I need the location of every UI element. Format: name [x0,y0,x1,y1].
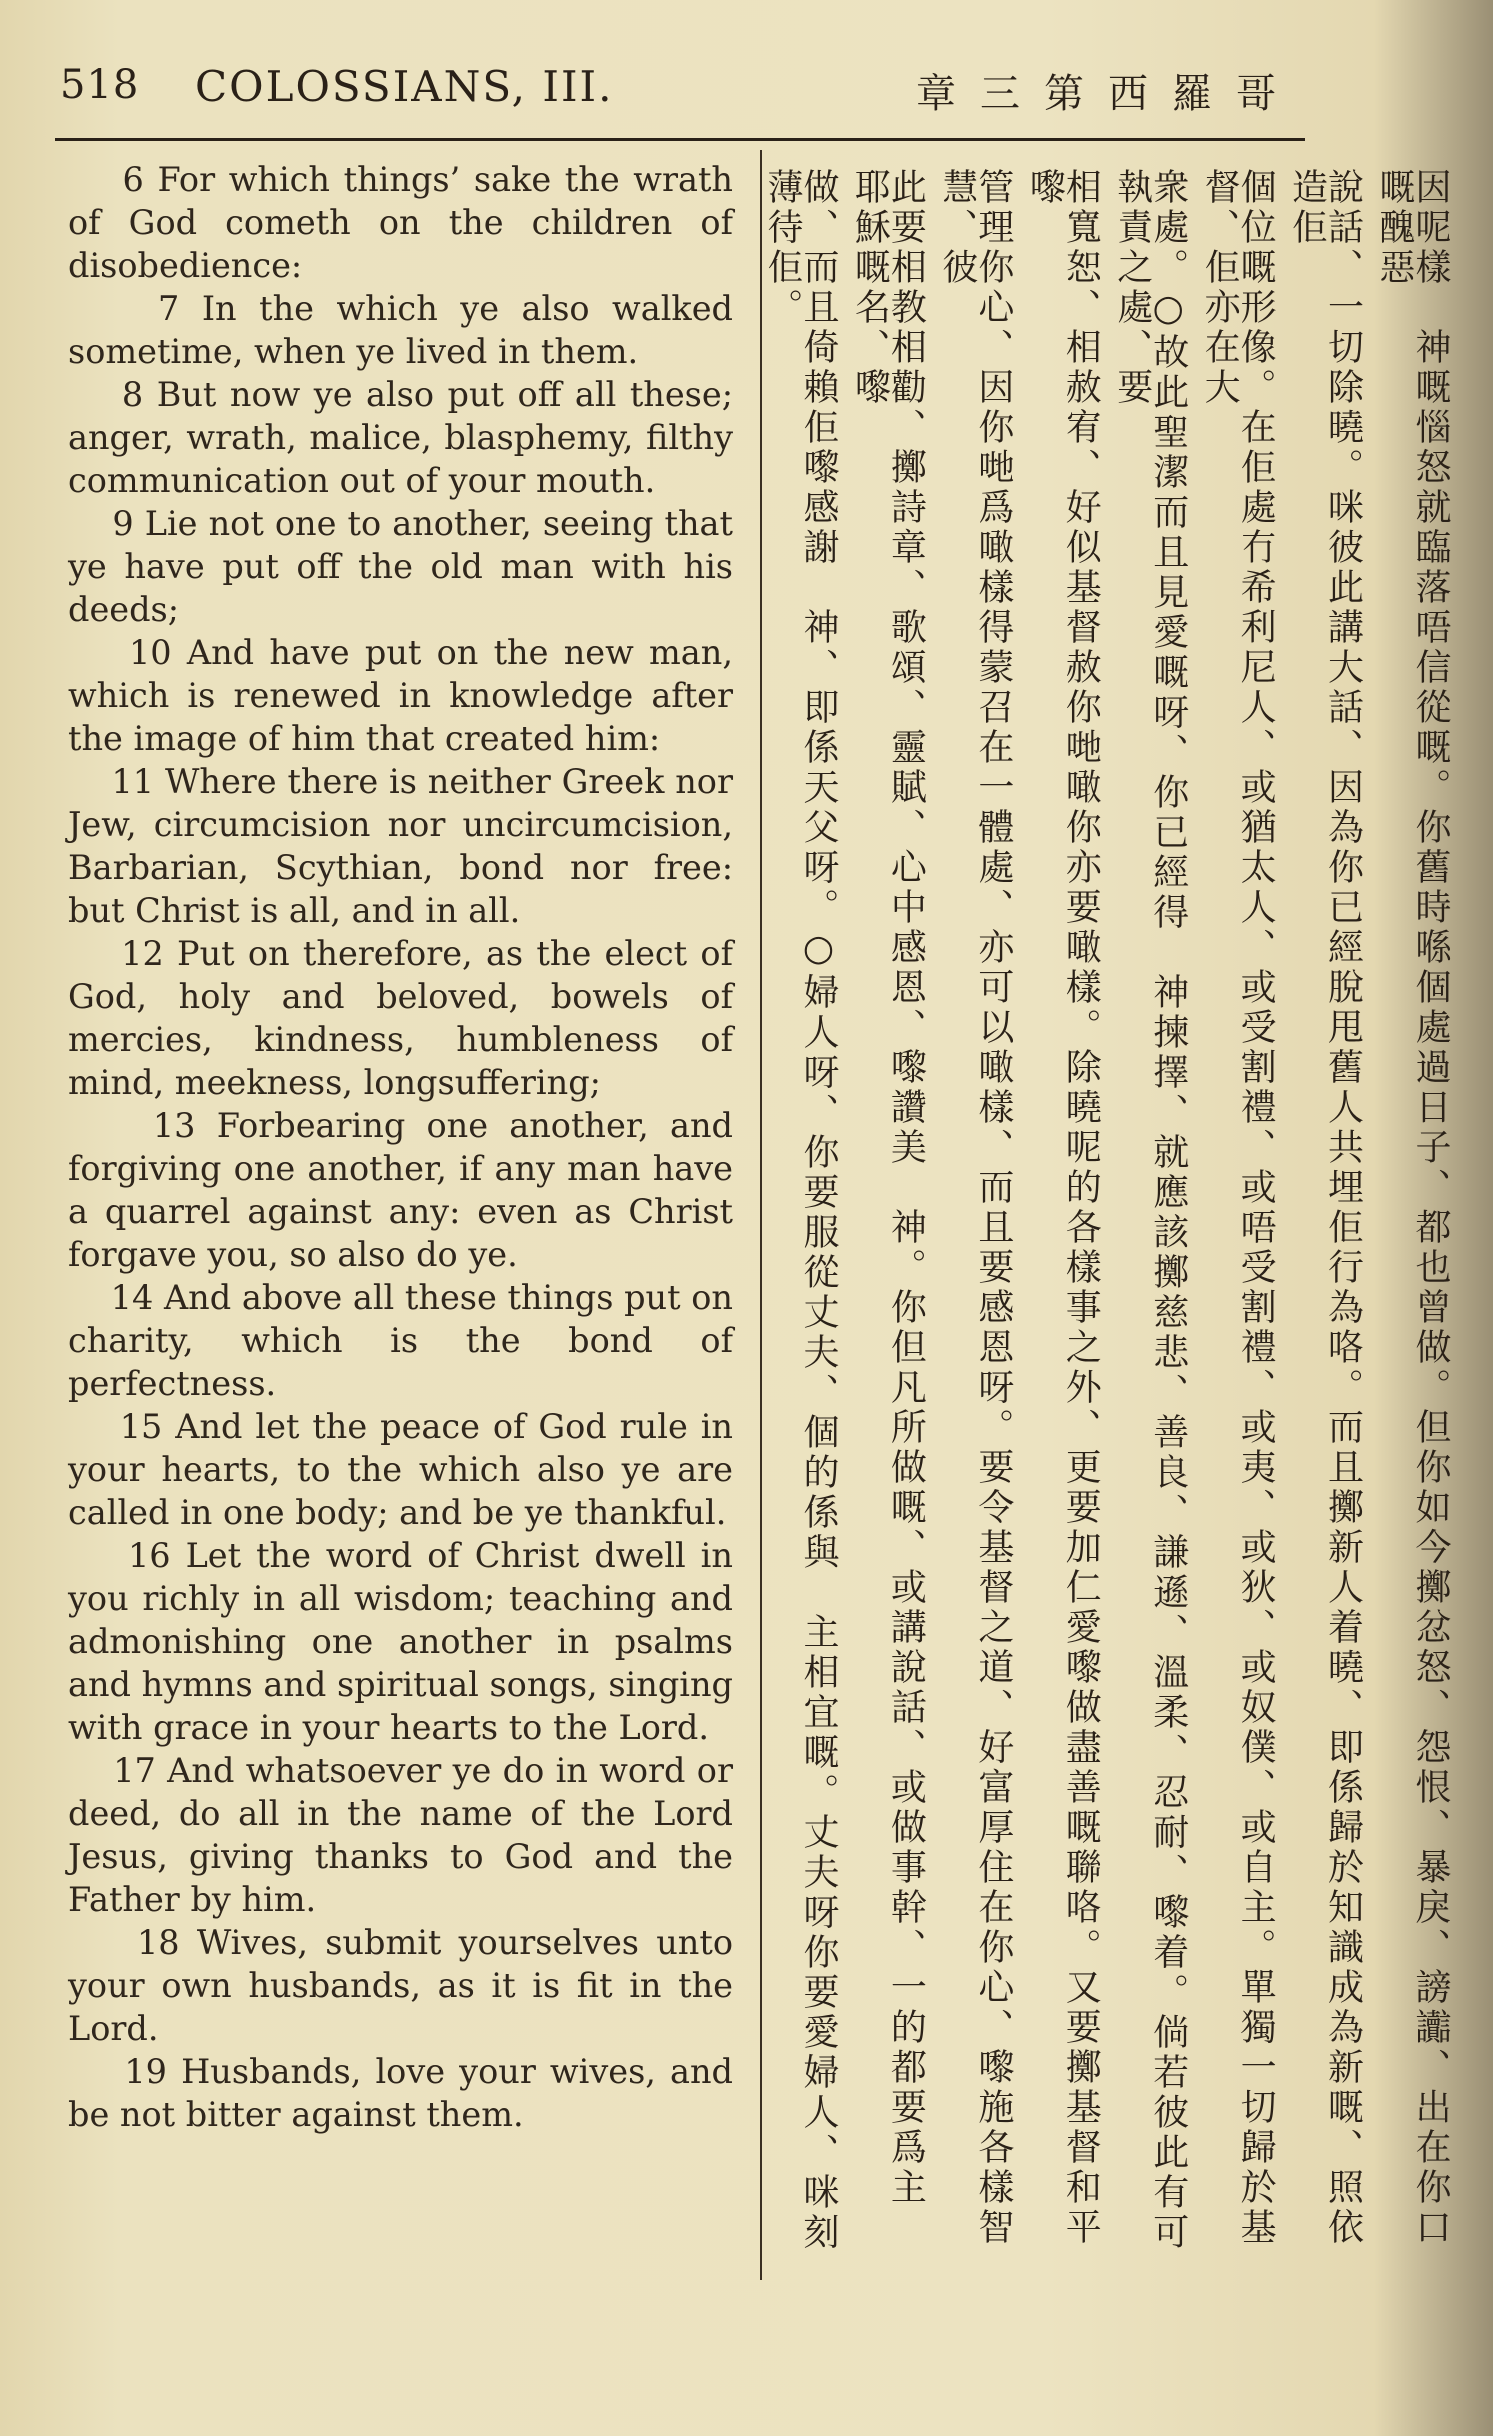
page-header [60,62,1300,132]
verse-text: Wives, submit yourselves unto your own husbands, as it is fit in the Lord. [68,1923,733,2048]
chinese-line: 相寬恕、相赦宥、好似基督赦你哋噉你亦要噉樣。除曉呢的各樣事之外、更要加仁愛嚟做盡善嘅聯咯。又要擲基督和平嚟 [1024,168,1102,2248]
verse-17 [68,1749,733,1921]
verse-text: Forbearing one another, and forgiving one another, if any man have a quarrel against any: even as Christ forgave you, so also do ye. [68,1106,734,1274]
verse-text: And have put on the new man, which is renewed in knowledge after the image of him that created him: [68,633,733,758]
page-number: 518 [60,62,140,108]
verse-number: 13 [152,1106,196,1145]
chinese-running-title: 章三第西羅哥 [916,71,1300,117]
verse-9 [68,502,733,631]
verse-number: 17 [113,1751,156,1790]
verse-7 [68,287,733,373]
chinese-line: 管理你心、因你哋爲噉樣得蒙召在一體處、亦可以噉樣、而且要感恩呀。要令基督之道、好富厚住在你心、嚟施各樣智慧、彼 [936,168,1014,2248]
verse-number: 7 [157,289,180,328]
verse-18 [68,1921,733,2050]
verse-13 [68,1104,733,1276]
verse-text: In the which ye also walked sometime, when ye lived in them. [68,289,733,371]
verse-11 [68,760,733,932]
verse-number: 8 [121,375,144,414]
verse-10 [68,631,733,760]
chinese-line: 個位嘅形像。在佢處冇希利尼人、或猶太人、或受割禮、或唔受割禮、或夷、或狄、或奴僕、或自主。單獨一切歸於基督、佢亦在大 [1199,168,1277,2248]
english-column [68,158,733,2288]
verse-16 [68,1534,733,1749]
verse-12 [68,932,733,1104]
verse-text: Lie not one to another, seeing that ye have put off the old man with his deeds; [68,504,733,629]
verse-number: 18 [136,1923,180,1962]
verse-number: 19 [124,2052,167,2091]
verse-number: 15 [119,1407,163,1446]
verse-number: 9 [112,504,134,543]
verse-text: And let the peace of God rule in your hearts, to the which also ye are called in one body; and be ye thankful. [68,1407,734,1532]
verse-19 [68,2050,733,2136]
chinese-line: 做、而且倚賴佢嚟感謝 神、即係天父呀。○婦人呀、你要服從丈夫、個的係與 主相宜嘅。丈夫呀你要愛婦人、咪刻薄待佢。 [762,168,839,2253]
verse-14 [68,1276,733,1405]
chinese-line: 說話、一切除曉。咪彼此講大話、因為你已經脫甩舊人共埋佢行為咯。而且擲新人着曉、即係歸於知識成為新嘅、照依造佢 [1286,168,1364,2248]
verse-number: 12 [121,934,164,973]
column-divider [760,150,762,2280]
verse-8 [68,373,733,502]
chinese-line: 衆處。○故此聖潔而且見愛嘅呀、你已經得 神揀擇、就應該擲慈悲、善良、謙遜、溫柔、忍耐、嚟着。倘若彼此有可執責之處、要 [1111,168,1189,2253]
header-rule [55,138,1305,141]
verse-number: 16 [127,1536,171,1575]
verse-15 [68,1405,733,1534]
verse-text: And whatsoever ye do in word or deed, do all in the name of the Lord Jesus, giving thanks to God and the Father by him. [68,1751,733,1919]
verse-text: But now ye also put off all these; anger, wrath, malice, blasphemy, filthy communication out of your mouth. [68,375,733,500]
verse-text: Put on therefore, as the elect of God, holy and beloved, bowels of mercies, kindness, humbleness of mind, meekness, longsuffering; [68,934,733,1102]
chinese-line: 此要相教相勸、擲詩章、歌頌、靈賦、心中感恩、嚟讚美 神。你但凡所做嘅、或講說話、或做事幹、一的都要爲主 耶穌嘅名、嚟 [849,168,927,2248]
verse-text: Husbands, love your wives, and be not bitter against them. [68,2052,733,2134]
verse-text: For which things’ sake the wrath of God cometh on the children of disobedience: [68,160,733,285]
verse-6 [68,158,733,287]
verse-text: And above all these things put on charity, which is the bond of perfectness. [68,1278,733,1403]
verse-number: 10 [128,633,172,672]
verse-text: Let the word of Christ dwell in you richly in all wisdom; teaching and admonishing one another in psalms and hymns and spiritual songs, singing with grace in your hearts to the Lord. [68,1536,733,1747]
verse-text: Where there is neither Greek nor Jew, circumcision nor uncircumcision, Barbarian, Scythian, bond nor free: but Christ is all, and in all. [68,762,733,930]
chinese-column [762,168,1451,2278]
verse-number: 14 [110,1278,154,1317]
running-title: COLOSSIANS, III. [195,62,614,111]
verse-number: 6 [122,160,144,199]
chinese-line: 因呢樣 神嘅惱怒就臨落唔信從嘅。你舊時喺個處過日子、都也曾做。但你如今擲忿怒、怨恨、暴戾、謗讟、出在你口嘅醜惡 [1373,168,1451,2248]
verse-number: 11 [111,762,155,801]
